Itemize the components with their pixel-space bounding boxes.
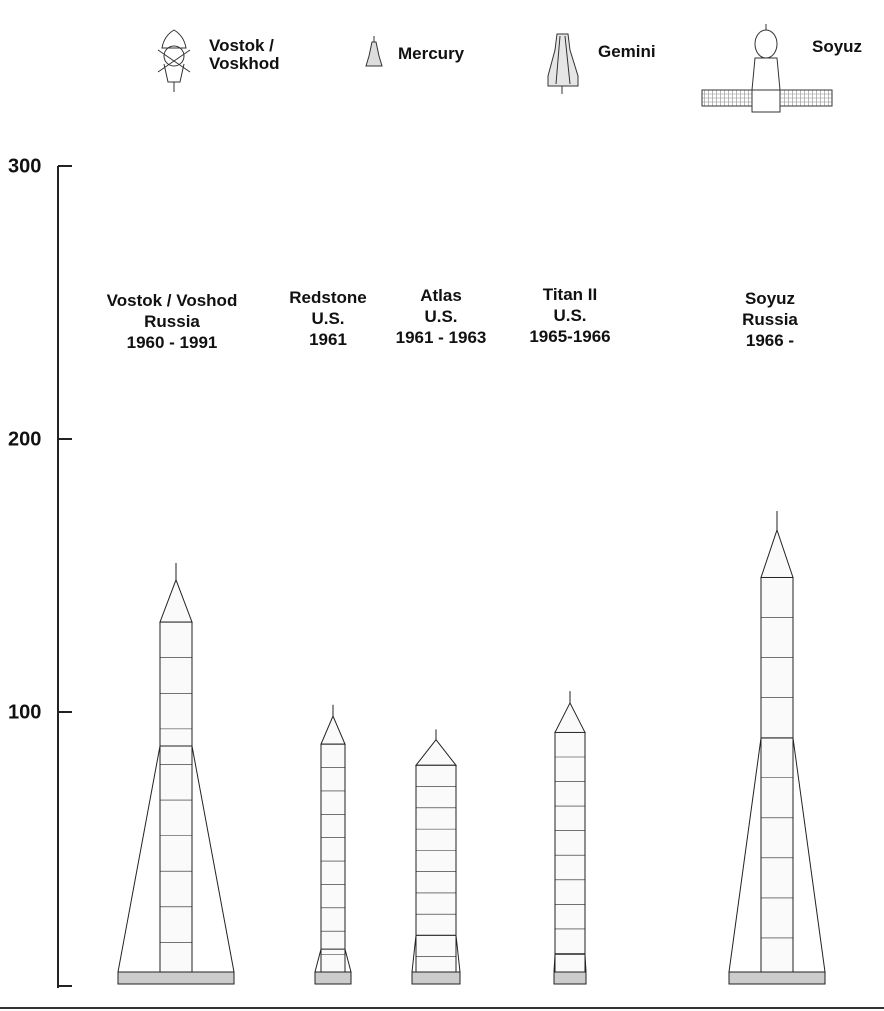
- rocket-country: U.S.: [553, 306, 587, 325]
- rocket-years: 1961 - 1963: [395, 328, 487, 347]
- capsule-label-vostok: Vostok / Voskhod: [209, 36, 280, 73]
- capsule-label-mercury: Mercury: [398, 44, 465, 63]
- rocket-atlas: [412, 729, 460, 984]
- rocket-name: Redstone: [289, 288, 367, 307]
- rocket-name: Titan II: [542, 285, 598, 304]
- axis-tick-label-300: 300: [8, 155, 42, 178]
- rocket-years: 1961: [309, 330, 347, 349]
- height-axis: [58, 166, 72, 988]
- mercury-capsule-icon: [366, 36, 382, 66]
- rocket-years: 1966 -: [745, 331, 795, 350]
- rockets: [118, 511, 825, 984]
- rocket-country: U.S.: [311, 309, 345, 328]
- capsule-label-gemini: Gemini: [598, 42, 656, 61]
- soyuz-capsule-icon: [702, 24, 832, 112]
- axis-tick-label-100: 100: [8, 701, 42, 724]
- vostok-capsule-icon: [158, 30, 190, 92]
- rocket-soyuz: [729, 511, 825, 984]
- rocket-vostok: [118, 563, 234, 984]
- axis-tick-label-200: 200: [8, 428, 42, 451]
- rocket-years: 1960 - 1991: [126, 333, 218, 352]
- rocket-country: Russia: [144, 312, 200, 331]
- rocket-name: Soyuz: [744, 289, 796, 308]
- rocket-titan: [554, 691, 586, 984]
- capsule-label-soyuz: Soyuz: [812, 37, 863, 56]
- gemini-capsule-icon: [548, 34, 578, 94]
- rocket-name: Atlas: [420, 286, 462, 305]
- rocket-redstone: [315, 705, 351, 984]
- rocket-name: Vostok / Voshod: [106, 291, 238, 310]
- rocket-country: Russia: [742, 310, 798, 329]
- rocket-country: U.S.: [424, 307, 458, 326]
- rocket-years: 1965-1966: [529, 327, 611, 346]
